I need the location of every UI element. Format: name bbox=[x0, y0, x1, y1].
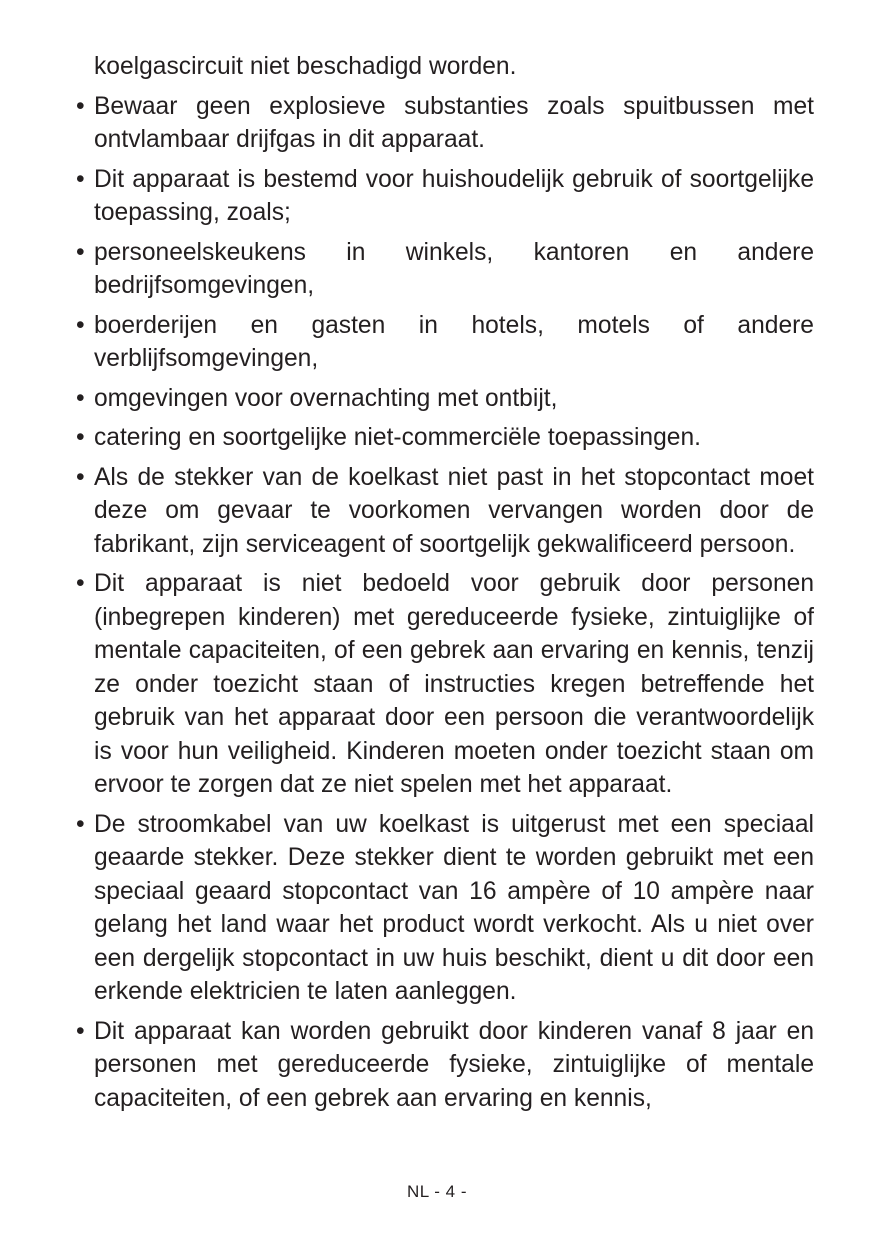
bullet-icon: • bbox=[76, 311, 85, 339]
bullet-item-text: De stroomkabel van uw koelkast is uitgerust met een speciaal geaarde stekker. Deze stekker dient te worden gebruikt met een speciaal geaard stopcontact van 16 ampère of 10 ampère naar gelang het land waar het product wordt verkocht. Als u niet over een dergelijk stopcontact in uw huis beschikt, dient u dit door een erkende elektricien te laten aanleggen. bbox=[94, 810, 814, 1005]
bullet-item bbox=[76, 421, 814, 455]
bullet-list bbox=[76, 90, 814, 1116]
bullet-icon: • bbox=[76, 424, 85, 451]
bullet-item bbox=[76, 163, 814, 230]
page-number: NL - 4 - bbox=[406, 1182, 468, 1201]
bullet-item-text: personeelskeukens in winkels, kantoren en andere bedrijfsomgevingen, bbox=[94, 238, 814, 299]
bullet-item bbox=[76, 90, 814, 157]
bullet-item-text: Dit apparaat is bestemd voor huishoudelijk gebruik of soortgelijke toepassing, zoals; bbox=[94, 165, 814, 226]
bullet-item bbox=[76, 236, 814, 303]
bullet-item bbox=[76, 382, 814, 416]
bullet-icon: • bbox=[76, 92, 85, 120]
bullet-item bbox=[76, 1015, 814, 1116]
document-page bbox=[76, 50, 814, 1121]
bullet-item-text: boerderijen en gasten in hotels, motels of andere verblijfsomgevingen, bbox=[94, 311, 814, 372]
bullet-item-text: Dit apparaat is niet bedoeld voor gebruik door personen (inbegrepen kinderen) met gereduceerde fysieke, zintuiglijke of mentale capaciteiten, of een gebrek aan ervaring en kennis, tenzij ze onder toezicht staan of instructies kregen betreffende het gebruik van het apparaat door een persoon die verantwoordelijk is voor hun veiligheid. Kinderen moeten onder toezicht staan om ervoor te zorgen dat ze niet spelen met het apparaat. bbox=[94, 570, 814, 798]
bullet-icon: • bbox=[76, 238, 85, 266]
bullet-icon: • bbox=[76, 570, 85, 597]
bullet-item bbox=[76, 461, 814, 562]
bullet-icon: • bbox=[76, 463, 85, 491]
bullet-item-text: catering en soortgelijke niet-commerciële toepassingen. bbox=[94, 424, 701, 451]
bullet-icon: • bbox=[76, 384, 85, 412]
continuation-paragraph: koelgascircuit niet beschadigd worden. bbox=[94, 53, 517, 80]
bullet-item bbox=[76, 567, 814, 802]
bullet-icon: • bbox=[76, 165, 85, 193]
bullet-item-text: Bewaar geen explosieve substanties zoals spuitbussen met ontvlambaar drijfgas in dit apparaat. bbox=[94, 92, 814, 153]
bullet-item-text: Als de stekker van de koelkast niet past in het stopcontact moet deze om gevaar te voorkomen vervangen worden door de fabrikant, zijn serviceagent of soortgelijk gekwalificeerd persoon. bbox=[94, 463, 814, 558]
bullet-item-text: omgevingen voor overnachting met ontbijt, bbox=[94, 384, 558, 412]
bullet-item bbox=[76, 808, 814, 1009]
bullet-item bbox=[76, 309, 814, 376]
bullet-icon: • bbox=[76, 810, 85, 838]
bullet-icon: • bbox=[76, 1017, 85, 1045]
bullet-item-text: Dit apparaat kan worden gebruikt door kinderen vanaf 8 jaar en personen met gereduceerde fysieke, zintuiglijke of mentale capaciteiten, of een gebrek aan ervaring en kennis, bbox=[94, 1017, 814, 1112]
